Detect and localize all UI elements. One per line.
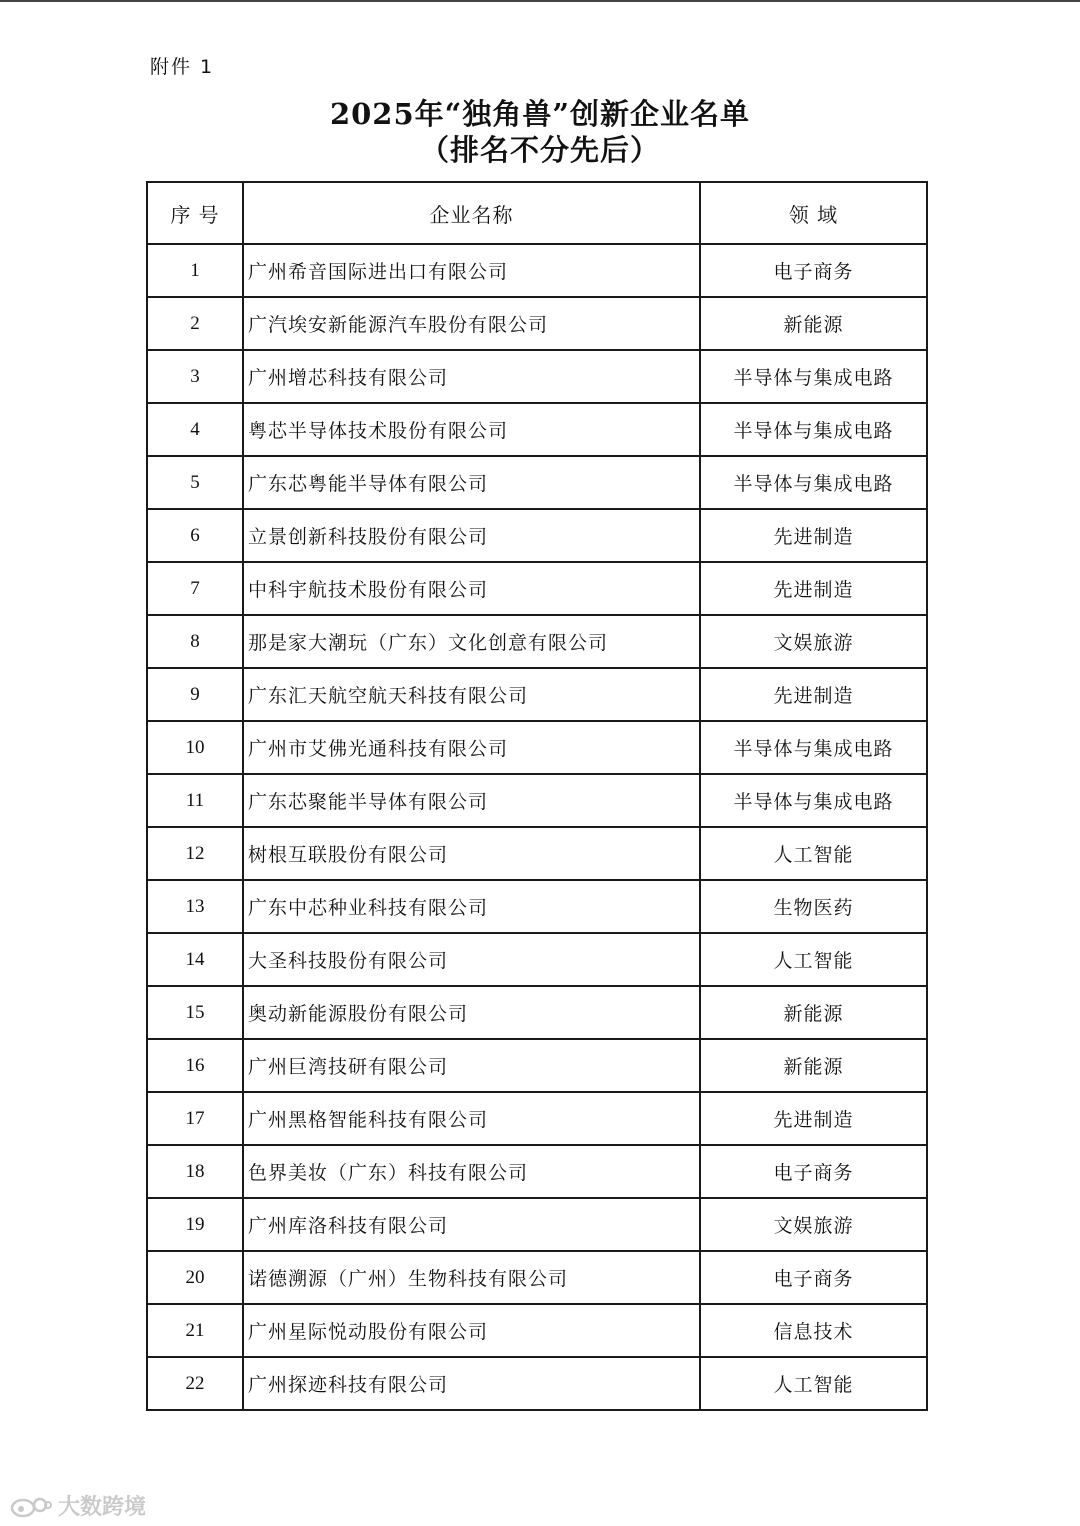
table-row bbox=[147, 1145, 927, 1198]
company-name: 广东芯粤能半导体有限公司 bbox=[243, 456, 700, 509]
company-name: 色界美妆（广东）科技有限公司 bbox=[243, 1145, 700, 1198]
industry-field: 半导体与集成电路 bbox=[700, 774, 927, 827]
table-row bbox=[147, 509, 927, 562]
row-number: 3 bbox=[147, 350, 243, 403]
column-header-number: 序 号 bbox=[147, 182, 243, 244]
column-header-field: 领 域 bbox=[700, 182, 927, 244]
unicorn-company-table bbox=[146, 181, 928, 1411]
row-number: 19 bbox=[147, 1198, 243, 1251]
table-row bbox=[147, 562, 927, 615]
row-number: 18 bbox=[147, 1145, 243, 1198]
company-name: 广州增芯科技有限公司 bbox=[243, 350, 700, 403]
industry-field: 先进制造 bbox=[700, 1092, 927, 1145]
watermark bbox=[10, 1490, 146, 1521]
table-header-row bbox=[147, 182, 927, 244]
industry-field: 半导体与集成电路 bbox=[700, 403, 927, 456]
row-number: 13 bbox=[147, 880, 243, 933]
table-row bbox=[147, 1092, 927, 1145]
company-name: 大圣科技股份有限公司 bbox=[243, 933, 700, 986]
company-name: 广州巨湾技研有限公司 bbox=[243, 1039, 700, 1092]
company-name: 广州黑格智能科技有限公司 bbox=[243, 1092, 700, 1145]
row-number: 14 bbox=[147, 933, 243, 986]
industry-field: 先进制造 bbox=[700, 509, 927, 562]
industry-field: 新能源 bbox=[700, 1039, 927, 1092]
company-name: 广州希音国际进出口有限公司 bbox=[243, 244, 700, 297]
industry-field: 文娱旅游 bbox=[700, 615, 927, 668]
row-number: 1 bbox=[147, 244, 243, 297]
row-number: 16 bbox=[147, 1039, 243, 1092]
industry-field: 人工智能 bbox=[700, 933, 927, 986]
company-name: 广东芯聚能半导体有限公司 bbox=[243, 774, 700, 827]
company-name: 广州星际悦动股份有限公司 bbox=[243, 1304, 700, 1357]
row-number: 9 bbox=[147, 668, 243, 721]
row-number: 11 bbox=[147, 774, 243, 827]
table-row bbox=[147, 244, 927, 297]
industry-field: 电子商务 bbox=[700, 1251, 927, 1304]
company-name: 广东中芯种业科技有限公司 bbox=[243, 880, 700, 933]
row-number: 22 bbox=[147, 1357, 243, 1410]
table-row bbox=[147, 350, 927, 403]
row-number: 6 bbox=[147, 509, 243, 562]
watermark-text: 大数跨境 bbox=[58, 1495, 147, 1520]
company-name: 广州库洛科技有限公司 bbox=[243, 1198, 700, 1251]
company-name: 那是家大潮玩（广东）文化创意有限公司 bbox=[243, 615, 700, 668]
row-number: 17 bbox=[147, 1092, 243, 1145]
company-name: 广州市艾佛光通科技有限公司 bbox=[243, 721, 700, 774]
company-name: 广州探迹科技有限公司 bbox=[243, 1357, 700, 1410]
industry-field: 电子商务 bbox=[700, 244, 927, 297]
table-row bbox=[147, 1039, 927, 1092]
industry-field: 生物医药 bbox=[700, 880, 927, 933]
document-subtitle: （排名不分先后） bbox=[419, 133, 660, 167]
table-row bbox=[147, 615, 927, 668]
row-number: 20 bbox=[147, 1251, 243, 1304]
company-name: 诺德溯源（广州）生物科技有限公司 bbox=[243, 1251, 700, 1304]
row-number: 21 bbox=[147, 1304, 243, 1357]
industry-field: 先进制造 bbox=[700, 562, 927, 615]
weibo-logo-icon bbox=[10, 1493, 52, 1519]
top-border-line bbox=[0, 0, 1080, 2]
industry-field: 人工智能 bbox=[700, 1357, 927, 1410]
table-body bbox=[147, 244, 927, 1410]
industry-field: 半导体与集成电路 bbox=[700, 350, 927, 403]
table-row bbox=[147, 1357, 927, 1410]
row-number: 12 bbox=[147, 827, 243, 880]
industry-field: 文娱旅游 bbox=[700, 1198, 927, 1251]
table-row bbox=[147, 1304, 927, 1357]
table-row bbox=[147, 827, 927, 880]
table-row bbox=[147, 1198, 927, 1251]
company-name: 树根互联股份有限公司 bbox=[243, 827, 700, 880]
table-row bbox=[147, 1251, 927, 1304]
company-name: 奥动新能源股份有限公司 bbox=[243, 986, 700, 1039]
industry-field: 电子商务 bbox=[700, 1145, 927, 1198]
table-row bbox=[147, 721, 927, 774]
row-number: 7 bbox=[147, 562, 243, 615]
company-name: 中科宇航技术股份有限公司 bbox=[243, 562, 700, 615]
table-row bbox=[147, 297, 927, 350]
row-number: 4 bbox=[147, 403, 243, 456]
company-name: 粤芯半导体技术股份有限公司 bbox=[243, 403, 700, 456]
row-number: 2 bbox=[147, 297, 243, 350]
table-row bbox=[147, 774, 927, 827]
industry-field: 半导体与集成电路 bbox=[700, 721, 927, 774]
attachment-label: 附件 1 bbox=[150, 56, 215, 78]
industry-field: 新能源 bbox=[700, 297, 927, 350]
row-number: 5 bbox=[147, 456, 243, 509]
row-number: 8 bbox=[147, 615, 243, 668]
table-row bbox=[147, 986, 927, 1039]
column-header-company-name: 企业名称 bbox=[243, 182, 700, 244]
table-row bbox=[147, 403, 927, 456]
company-name: 立景创新科技股份有限公司 bbox=[243, 509, 700, 562]
industry-field: 信息技术 bbox=[700, 1304, 927, 1357]
document-title: 2025年“独角兽”创新企业名单 bbox=[329, 97, 751, 131]
table-row bbox=[147, 456, 927, 509]
company-name: 广汽埃安新能源汽车股份有限公司 bbox=[243, 297, 700, 350]
table-row bbox=[147, 668, 927, 721]
industry-field: 新能源 bbox=[700, 986, 927, 1039]
table-row bbox=[147, 933, 927, 986]
row-number: 15 bbox=[147, 986, 243, 1039]
company-name: 广东汇天航空航天科技有限公司 bbox=[243, 668, 700, 721]
industry-field: 先进制造 bbox=[700, 668, 927, 721]
row-number: 10 bbox=[147, 721, 243, 774]
industry-field: 半导体与集成电路 bbox=[700, 456, 927, 509]
table-row bbox=[147, 880, 927, 933]
industry-field: 人工智能 bbox=[700, 827, 927, 880]
